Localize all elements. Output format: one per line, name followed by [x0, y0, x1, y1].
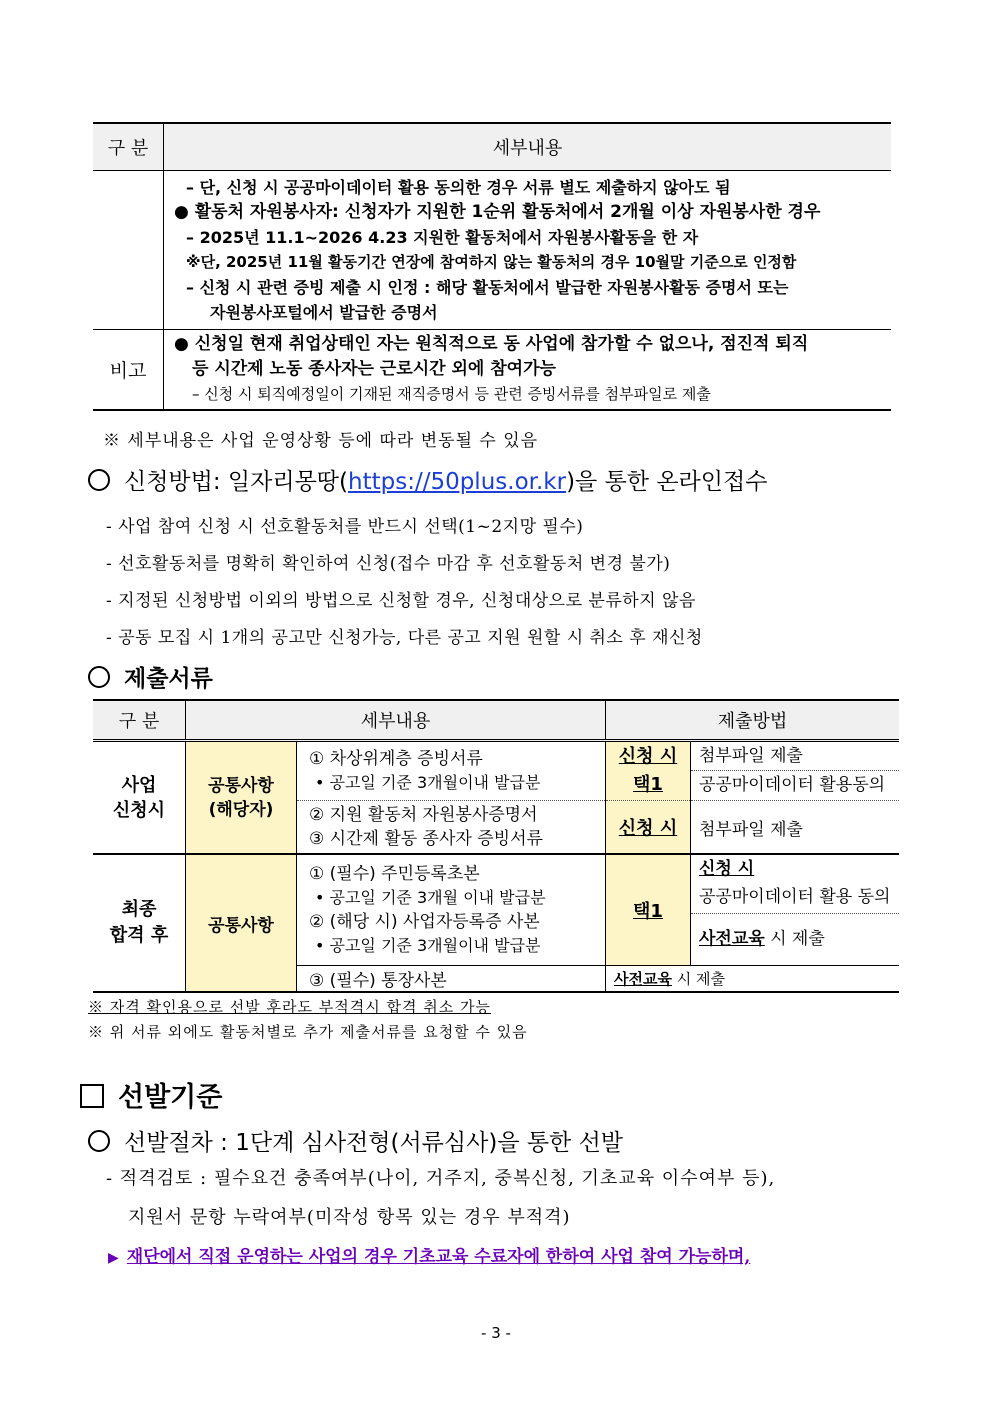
group-apply-common: 공통사항 (해당자): [186, 741, 297, 855]
doc-row-4: ③ (필수) 통장사본: [297, 966, 606, 993]
col-header-category: 구 분: [93, 123, 164, 171]
selection-para-2: 지원서 문항 누락여부(미작성 항목 있는 경우 부적격): [128, 1207, 571, 1228]
note-variation: ※ 세부내용은 사업 운영상황 등에 따라 변동될 수 있음: [103, 431, 539, 451]
square-bullet-icon: [80, 1084, 104, 1108]
apply-link[interactable]: https://50plus.or.kr: [348, 469, 567, 495]
circle-bullet-icon: [88, 469, 110, 491]
circle-bullet-icon: [88, 666, 110, 688]
note-disqualify: ※ 자격 확인용으로 선발 후라도 부적격시 합격 취소 가능: [88, 998, 491, 1016]
doc-row-1-method: 신청 시 택1: [606, 741, 691, 801]
detail-line: ※단, 2025년 11월 활동기간 연장에 참여하지 않는 활동처의 경우 10월말 기준으로 인정함: [186, 253, 797, 271]
documents-table: [93, 699, 899, 993]
group-final-common: 공통사항: [186, 854, 297, 992]
row2-detail: [164, 330, 892, 411]
docs-heading: 제출서류: [88, 660, 213, 693]
doc-row-4-submit: 사전교육 시 제출: [606, 966, 900, 993]
row2-label: 비고: [93, 330, 164, 411]
col-header-category: 구 분: [93, 700, 186, 741]
doc-row-1-submit: 첨부파일 제출 공공마이데이터 활용동의: [691, 741, 900, 801]
col-header-detail: 세부내용: [186, 700, 606, 741]
detail-line: – 신청 시 퇴직예정일이 기재된 재직증명서 등 관련 증빙서류를 첨부파일로 제출: [192, 385, 711, 403]
doc-row-3-submit: 신청 시 공공마이데이터 활용 동의 사전교육 시 제출: [691, 854, 900, 966]
note-additional: ※ 위 서류 외에도 활동처별로 추가 제출서류를 요청할 수 있음: [88, 1023, 528, 1041]
selection-para-3: ▶ 재단에서 직접 운영하는 사업의 경우 기초교육 수료자에 한하여 사업 참여 가능하며,: [108, 1247, 751, 1267]
detail-line: 등 시간제 노동 종사자는 근로시간 외에 참여가능: [192, 359, 556, 379]
apply-item: - 지정된 신청방법 이외의 방법으로 신청할 경우, 신청대상으로 분류하지 않음: [106, 591, 696, 611]
group-apply-label: 사업 신청시: [93, 741, 186, 855]
detail-line: – 2025년 11.1~2026 4.23 지원한 활동처에서 자원봉사활동을 한 자: [186, 228, 699, 247]
triangle-bullet-icon: ▶: [108, 1250, 119, 1266]
selection-sub-heading: 선발절차 : 1단계 심사전형(서류심사)을 통한 선발: [88, 1124, 623, 1157]
apply-item: - 선호활동처를 명확히 확인하여 신청(접수 마감 후 선호활동처 변경 불가): [106, 554, 671, 574]
doc-row-1: ① 차상위계층 증빙서류 • 공고일 기준 3개월이내 발급분: [297, 741, 606, 801]
selection-heading: 선발기준: [80, 1075, 222, 1114]
col-header-method: 제출방법: [606, 700, 900, 741]
doc-row-3-method: 택1: [606, 854, 691, 966]
doc-row-2: ② 지원 활동처 자원봉사증명서 ③ 시간제 활동 종사자 증빙서류: [297, 801, 606, 855]
detail-table: [93, 122, 891, 411]
detail-line: – 신청 시 관련 증빙 제출 시 인정 : 해당 활동처에서 발급한 자원봉사활동 증명서 또는: [186, 278, 789, 297]
page-number: - 3 -: [481, 1324, 511, 1342]
doc-row-2-submit: 첨부파일 제출: [691, 801, 900, 855]
col-header-detail: 세부내용: [164, 123, 892, 171]
apply-heading: 신청방법: 일자리몽땅(https://50plus.or.kr)을 통한 온라인접수: [88, 463, 767, 496]
selection-para-1: - 적격검토 : 필수요건 충족여부(나이, 거주지, 중복신청, 기초교육 이수여부 등),: [106, 1168, 776, 1189]
detail-line: 자원봉사포털에서 발급한 증명서: [210, 303, 438, 322]
doc-row-2-method: 신청 시: [606, 801, 691, 855]
apply-item: - 사업 참여 신청 시 선호활동처를 반드시 선택(1~2지망 필수): [106, 517, 584, 537]
doc-row-3: ① (필수) 주민등록초본 • 공고일 기준 3개월 이내 발급분 ② (해당 시) 사업자등록증 사본 • 공고일 기준 3개월이내 발급분: [297, 854, 606, 966]
apply-item: - 공동 모집 시 1개의 공고만 신청가능, 다른 공고 지원 원할 시 취소 후 재신청: [106, 628, 703, 648]
detail-line: ● 활동처 자원봉사자: 신청자가 지원한 1순위 활동처에서 2개월 이상 자원봉사한 경우: [174, 202, 821, 222]
detail-line: – 단, 신청 시 공공마이데이터 활용 동의한 경우 서류 별도 제출하지 않아도 됨: [186, 178, 731, 197]
row1-detail: [164, 171, 892, 330]
detail-line: ● 신청일 현재 취업상태인 자는 원칙적으로 동 사업에 참가할 수 없으나, 점진적 퇴직: [174, 334, 809, 354]
circle-bullet-icon: [88, 1130, 110, 1152]
group-final-label: 최종 합격 후: [93, 854, 186, 992]
row1-label: [93, 171, 164, 330]
